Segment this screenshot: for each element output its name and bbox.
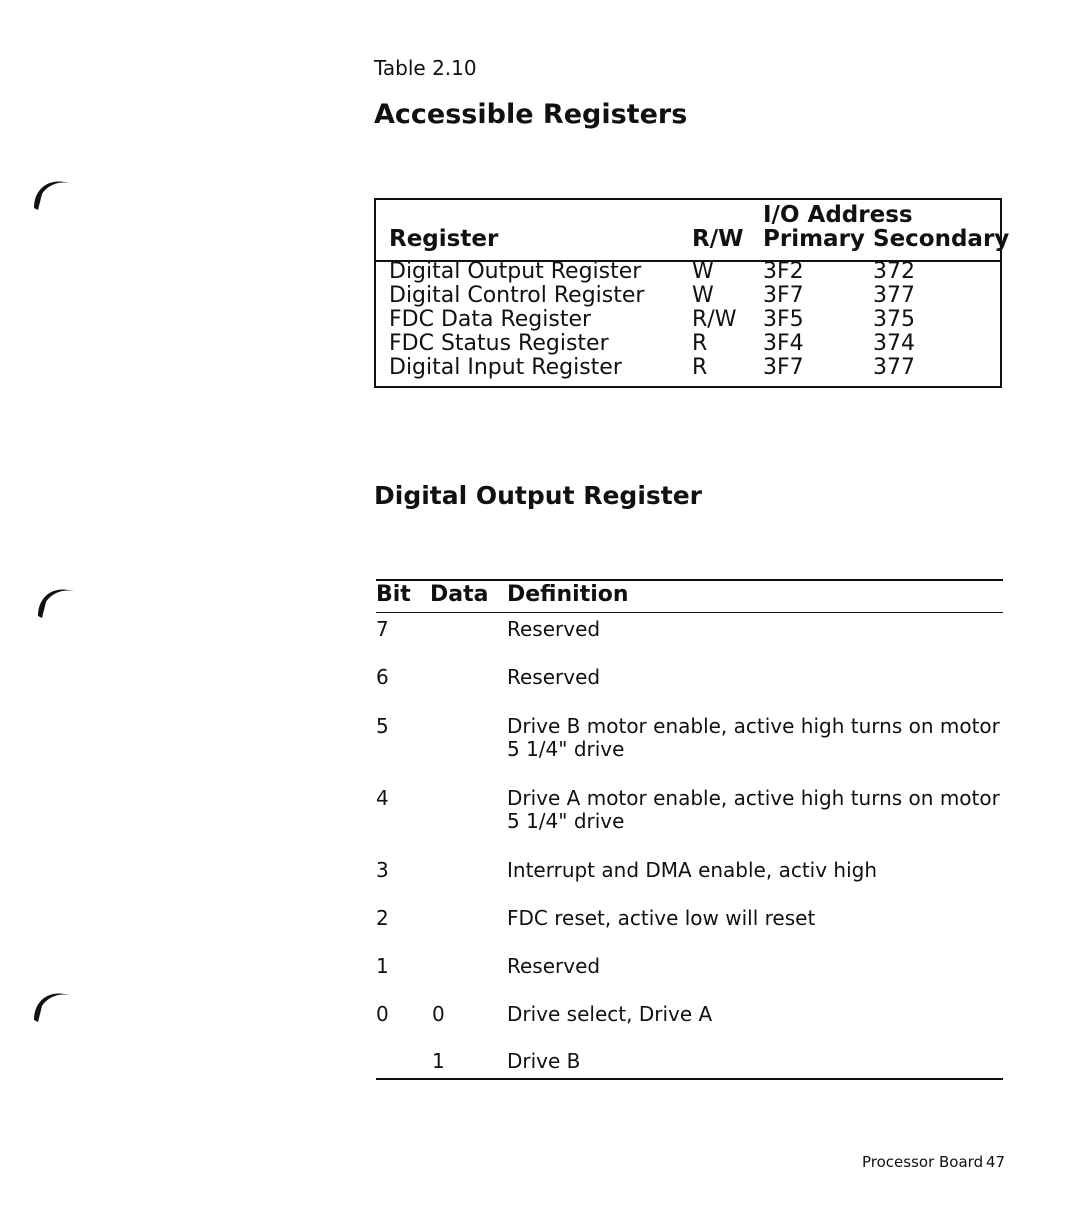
bit-value: 7 [376, 617, 389, 641]
footer-section-name: Processor Board [862, 1153, 984, 1171]
definition-text: Interrupt and DMA enable, activ high [507, 858, 878, 882]
definition-column-header: Definition [507, 582, 629, 607]
register-name: Digital Control Register [389, 283, 645, 308]
register-name: Digital Output Register [389, 259, 642, 284]
table-row [376, 284, 1000, 308]
primary-address: 3F7 [763, 283, 804, 308]
bit-value: 4 [376, 786, 389, 810]
table-bottom-rule [376, 1078, 1003, 1080]
primary-address: 3F7 [763, 355, 804, 380]
table-body [376, 260, 1000, 380]
table-header [376, 200, 1010, 262]
register-name: Digital Input Register [389, 355, 622, 380]
definition-text: Drive A motor enable, active high turns on motor [507, 786, 1000, 810]
table-label: Table 2.10 [374, 56, 477, 80]
definition-text: FDC reset, active low will reset [507, 906, 816, 930]
secondary-address: 375 [873, 307, 915, 332]
rw-column-header: R/W [692, 226, 744, 252]
rw-value: R [692, 331, 708, 356]
bit-column-header: Bit [376, 582, 411, 607]
bit-value: 6 [376, 665, 389, 689]
page-title: Accessible Registers [374, 99, 688, 130]
data-value: 0 [432, 1002, 445, 1026]
io-address-header: I/O Address [763, 202, 913, 228]
definition-text-continued: 5 1/4" drive [507, 737, 625, 761]
bit-value: 5 [376, 714, 389, 738]
secondary-address: 377 [873, 355, 915, 380]
secondary-address: 372 [873, 259, 915, 284]
bit-value: 0 [376, 1002, 389, 1026]
rw-value: R [692, 355, 708, 380]
table-row [376, 260, 1000, 284]
accessible-registers-table [374, 198, 1010, 388]
secondary-address: 377 [873, 283, 915, 308]
binder-hole-mark-middle [36, 580, 80, 620]
definition-text: Reserved [507, 665, 601, 689]
definition-text-continued: 5 1/4" drive [507, 809, 625, 833]
secondary-column-header: Secondary [873, 226, 1010, 252]
data-column-header: Data [430, 582, 489, 607]
primary-column-header: Primary [763, 226, 865, 252]
register-column-header: Register [389, 226, 499, 252]
rw-value: R/W [692, 307, 737, 332]
table-row [376, 332, 1000, 356]
bit-value: 1 [376, 954, 389, 978]
definition-text: Drive B motor enable, active high turns on motor [507, 714, 1000, 738]
register-name: FDC Data Register [389, 307, 592, 332]
binder-hole-mark-bottom [32, 984, 76, 1024]
bit-value: 2 [376, 906, 389, 930]
table-row [376, 308, 1000, 332]
table-row [376, 356, 1000, 380]
section-title: Digital Output Register [374, 481, 703, 510]
definition-text: Drive B [507, 1049, 581, 1073]
header-rule [376, 612, 1003, 613]
binder-hole-mark-top [32, 172, 76, 212]
secondary-address: 374 [873, 331, 915, 356]
bit-value: 3 [376, 858, 389, 882]
primary-address: 3F5 [763, 307, 804, 332]
primary-address: 3F4 [763, 331, 804, 356]
definition-text: Reserved [507, 954, 601, 978]
rw-value: W [692, 259, 714, 284]
rw-value: W [692, 283, 714, 308]
register-name: FDC Status Register [389, 331, 609, 356]
page-number: 47 [986, 1153, 1006, 1171]
definition-text: Reserved [507, 617, 601, 641]
definition-text: Drive select, Drive A [507, 1002, 713, 1026]
table-top-rule [376, 579, 1003, 581]
primary-address: 3F2 [763, 259, 804, 284]
data-value: 1 [432, 1049, 445, 1073]
